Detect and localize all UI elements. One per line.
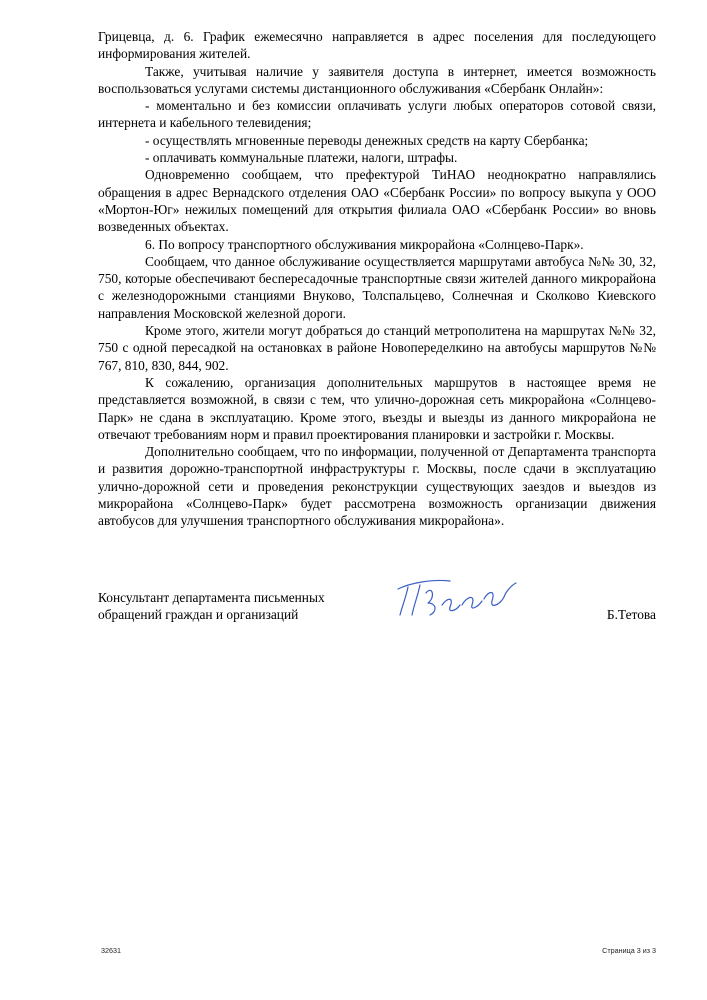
signatory-title-line: обращений граждан и организаций [98, 607, 299, 623]
bullet-item: - осуществлять мгновенные переводы денежных средств на карту Сбербанка; [145, 132, 589, 148]
paragraph: Одновременно сообщаем, что префектурой ТиНАО неоднократно направлялись обращения в адрес Вернадского отделения ОАО «Сбербанк России» по вопросу выкупа у ООО «Мортон-Юг» нежилых помещений для открытия филиала ОАО «Сбербанк России» во вновь возведенных объектах. [98, 167, 656, 235]
paragraph: Также, учитывая наличие у заявителя доступа в интернет, имеется возможность воспользоваться услугами системы дистанционного обслуживания «Сбербанк Онлайн»: [98, 63, 656, 96]
letter-body [98, 28, 656, 530]
paragraph: Грицевца, д. 6. График ежемесячно направляется в адрес поселения для последующего информирования жителей. [98, 29, 656, 62]
paragraph: К сожалению, организация дополнительных маршрутов в настоящее время не представляется возможной, в связи с тем, что улично-дорожная сеть микрорайона «Солнцево-Парк» не сдана в эксплуатацию. Кроме этого, въезды и выезды из данного микрорайона не отвечают требованиям норм и правил проектирования планировки и застройки г. Москвы. [98, 374, 656, 442]
paragraph: Сообщаем, что данное обслуживание осуществляется маршрутами автобуса №№ 30, 32, 750, которые обеспечивают беспересадочные транспортные связи жителей данного микрорайона с железнодорожными станциями Внуково, Толспальцево, Солнечная и Сколково Киевского направления Московской железной дороги. [98, 253, 656, 321]
bullet-item: - оплачивать коммунальные платежи, налоги, штрафы. [145, 150, 458, 166]
signatory-title [98, 589, 398, 624]
footer-page-number: Страница 3 из 3 [602, 946, 656, 955]
bullet-item: - моментально и без комиссии оплачивать услуги любых операторов сотовой связи, интернета и кабельного телевидения; [98, 98, 656, 131]
section-heading: 6. По вопросу транспортного обслуживания микрорайона «Солнцево-Парк». [145, 236, 584, 252]
paragraph: Кроме этого, жители могут добраться до станций метрополитена на маршрутах №№ 32, 750 с одной пересадкой на остановках в районе Новопеределкино на автобусы маршрутов №№ 767, 810, 830, 844, 902. [98, 323, 656, 373]
footer-doc-number: 32631 [101, 946, 121, 955]
handwritten-signature [392, 575, 522, 621]
paragraph: Дополнительно сообщаем, что по информации, полученной от Департамента транспорта и развития дорожно-транспортной инфраструктуры г. Москвы, после сдачи в эксплуатацию улично-дорожной сети и проведения реконструкции существующих заездов и выездов из микрорайона «Солнцево-Парк» будет рассмотрена возможность организации движения автобусов для улучшения транспортного обслуживания микрорайона». [98, 444, 656, 529]
signatory-title-line: Консультант департамента письменных [98, 590, 325, 605]
signatory-name: Б.Тетова [606, 607, 656, 622]
